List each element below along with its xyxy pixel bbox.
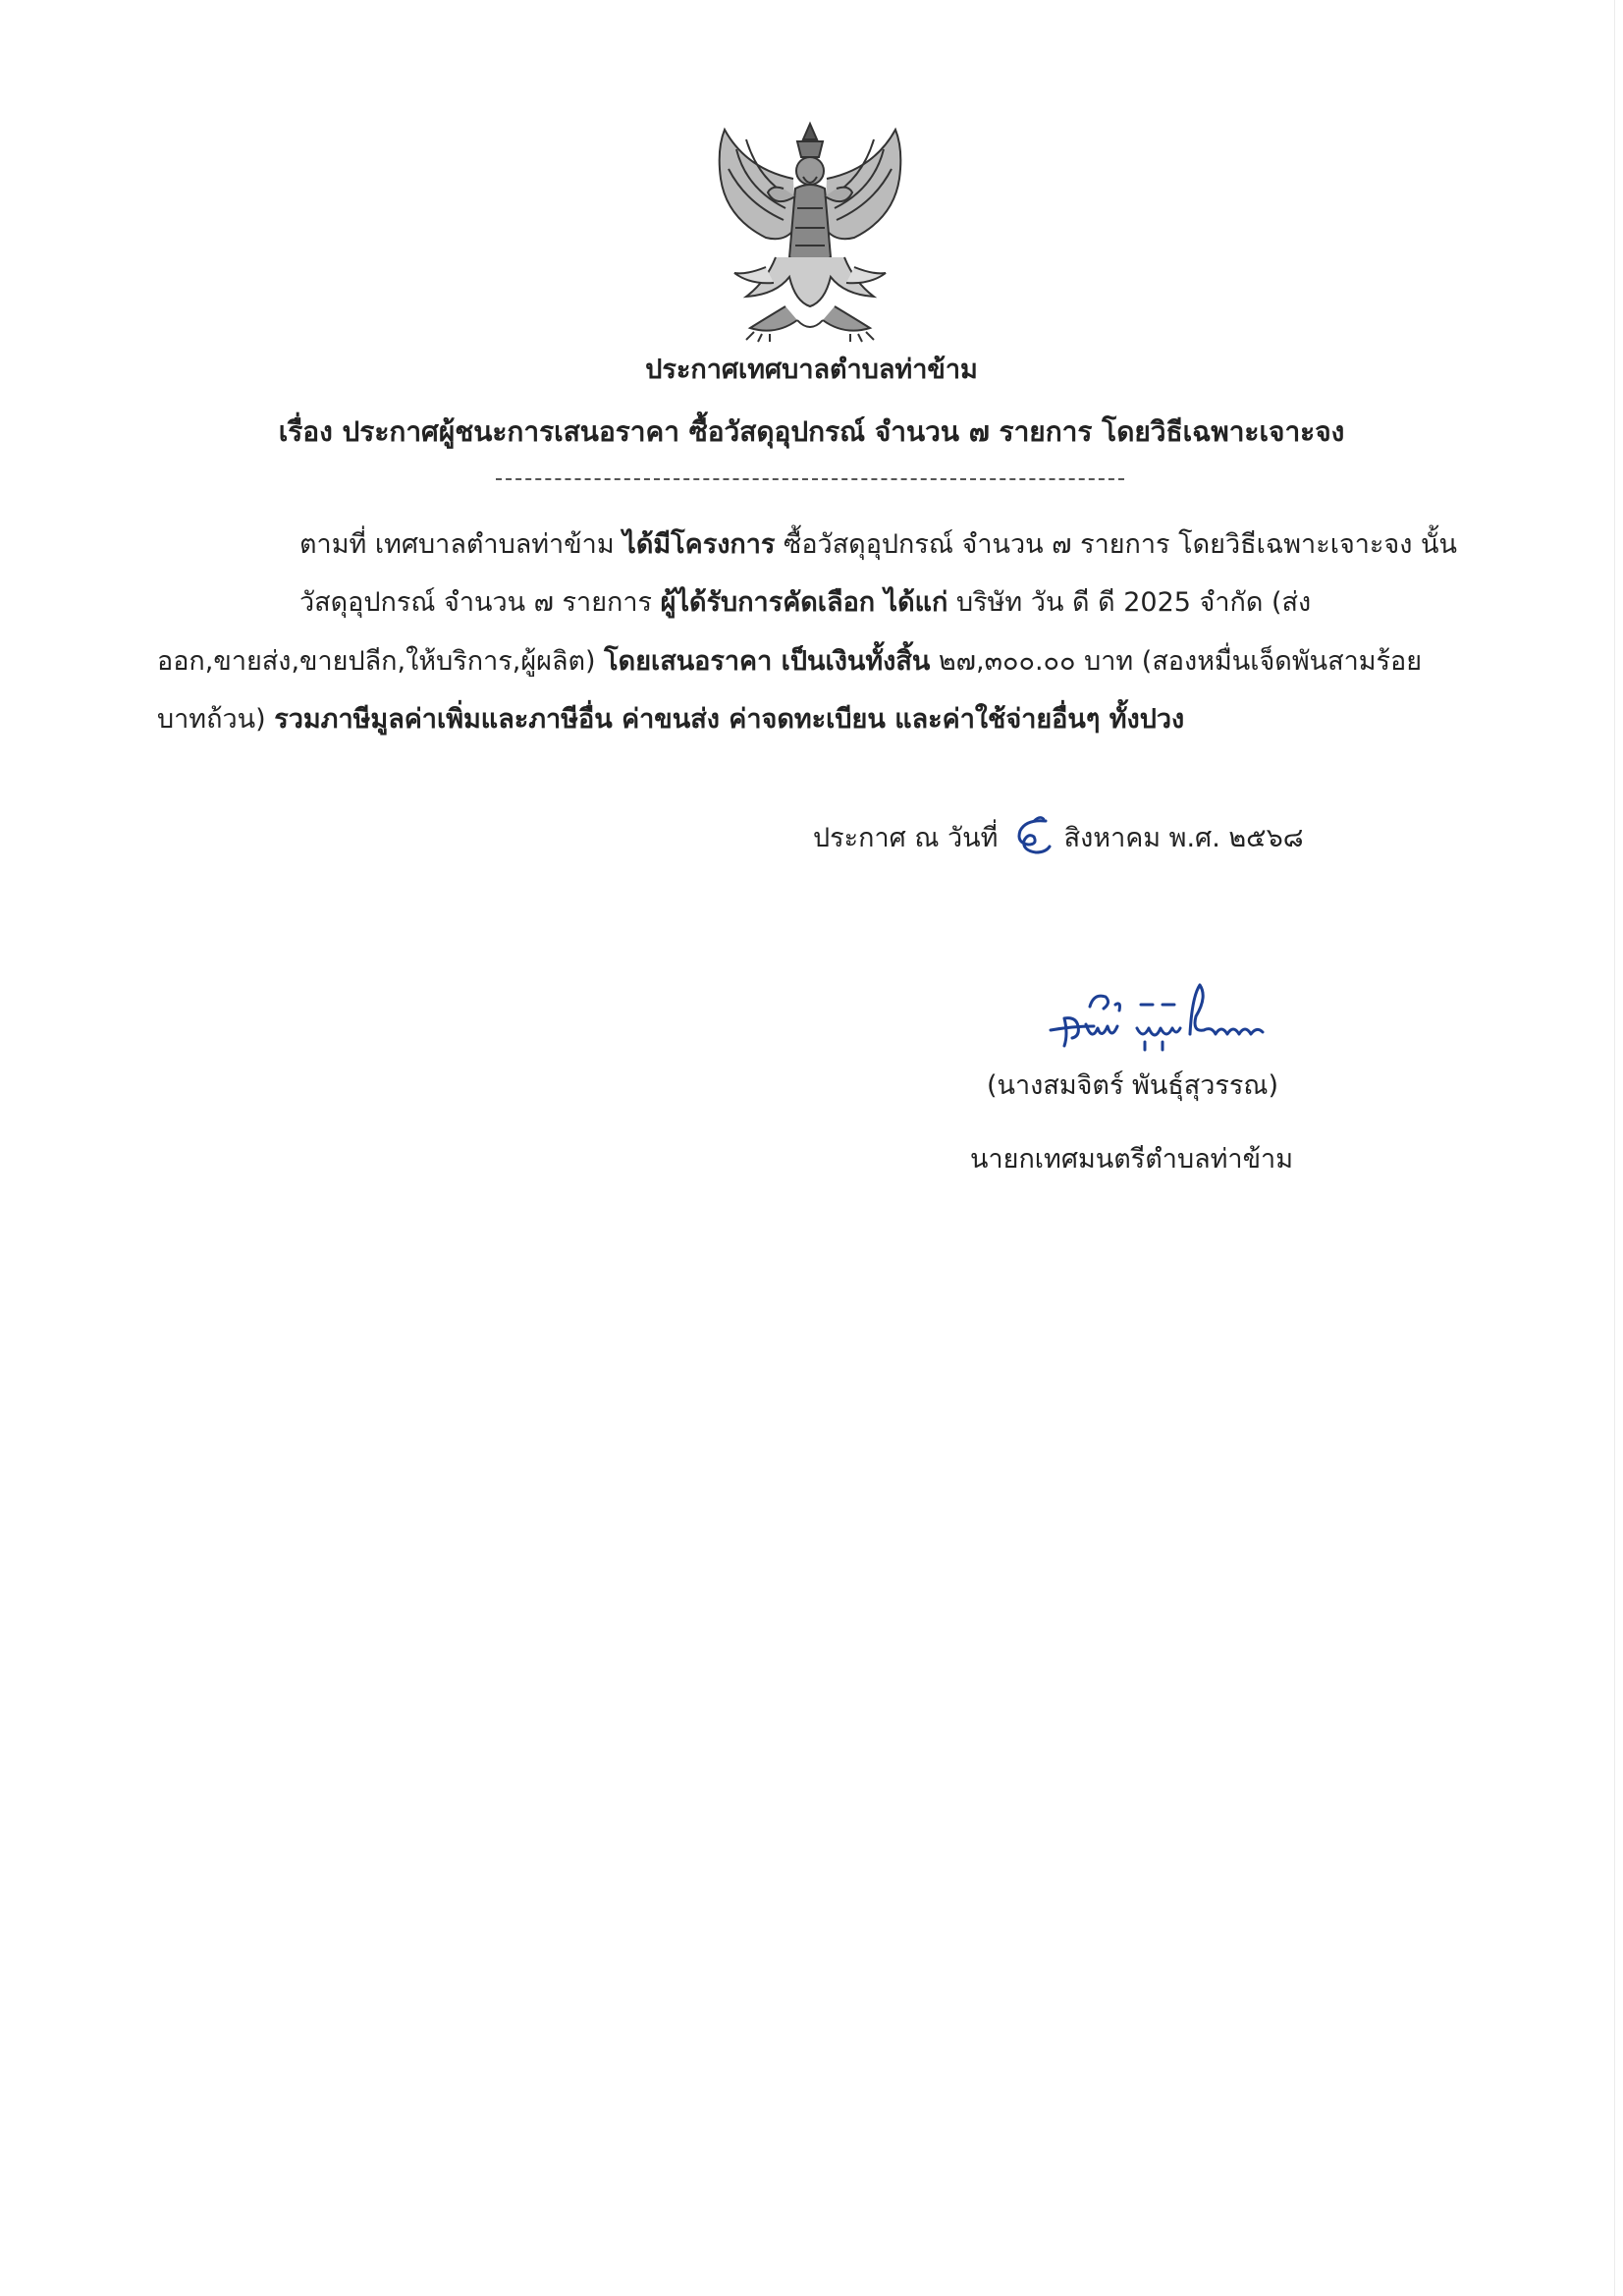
body-text-bold: รวมภาษีมูลค่าเพิ่มและภาษีอื่น ค่าขนส่ง ค่าจดทะเบียน และค่าใช้จ่ายอื่นๆ ทั้งปวง — [274, 704, 1185, 735]
page-edge — [1614, 0, 1615, 2296]
body-text: ตามที่ เทศบาลตำบลท่าข้าม — [299, 529, 623, 560]
handwritten-day-icon — [1006, 815, 1055, 856]
date-prefix: ประกาศ ณ วันที่ — [813, 823, 999, 853]
handwritten-signature-icon — [1043, 977, 1288, 1075]
date-month-year: สิงหาคม พ.ศ. ๒๕๖๘ — [1063, 823, 1304, 853]
body-text: วัสดุอุปกรณ์ จำนวน ๗ รายการ — [299, 587, 661, 618]
body-line-1 — [299, 525, 1457, 565]
body-text-bold: ได้มีโครงการ — [622, 529, 776, 560]
signatory-name: (นางสมจิตร์ พันธุ์สุวรรณ) — [987, 1070, 1279, 1101]
announcement-subject — [0, 410, 1623, 454]
divider — [496, 478, 1124, 480]
body-text: ๒๗,๓๐๐.๐๐ บาท (สองหมื่นเจ็ดพันสามร้อย — [930, 646, 1423, 677]
body-text-bold: ผู้ได้รับการคัดเลือก ได้แก่ — [660, 587, 948, 618]
subject-prefix: เรื่อง ประกาศผู้ชนะการเสนอราคา — [278, 415, 679, 448]
body-text: ออก,ขายส่ง,ขายปลีก,ให้บริการ,ผู้ผลิต) — [157, 646, 605, 677]
announcement-date — [813, 818, 1304, 860]
body-line-2 — [299, 583, 1311, 623]
body-text: ซื้อวัสดุอุปกรณ์ จำนวน ๗ รายการ โดยวิธีเฉพาะเจาะจง นั้น — [775, 529, 1457, 560]
handwritten-day — [1006, 815, 1055, 856]
garuda-emblem-icon — [707, 110, 913, 344]
body-line-3 — [157, 642, 1422, 682]
body-line-4 — [157, 700, 1184, 739]
body-text-bold: โดยเสนอราคา เป็นเงินทั้งสิ้น — [604, 646, 931, 677]
body-text: บริษัท วัน ดี ดี 2025 จำกัด (ส่ง — [947, 587, 1312, 618]
signatory-position: นายกเทศมนตรีตำบลท่าข้าม — [970, 1144, 1293, 1175]
body-text: บาทถ้วน) — [157, 704, 275, 735]
announcement-title: ประกาศเทศบาลตำบลท่าข้าม — [645, 355, 978, 385]
subject-text: ซื้อวัสดุอุปกรณ์ จำนวน ๗ รายการ โดยวิธีเฉพาะเจาะจง — [678, 415, 1345, 448]
